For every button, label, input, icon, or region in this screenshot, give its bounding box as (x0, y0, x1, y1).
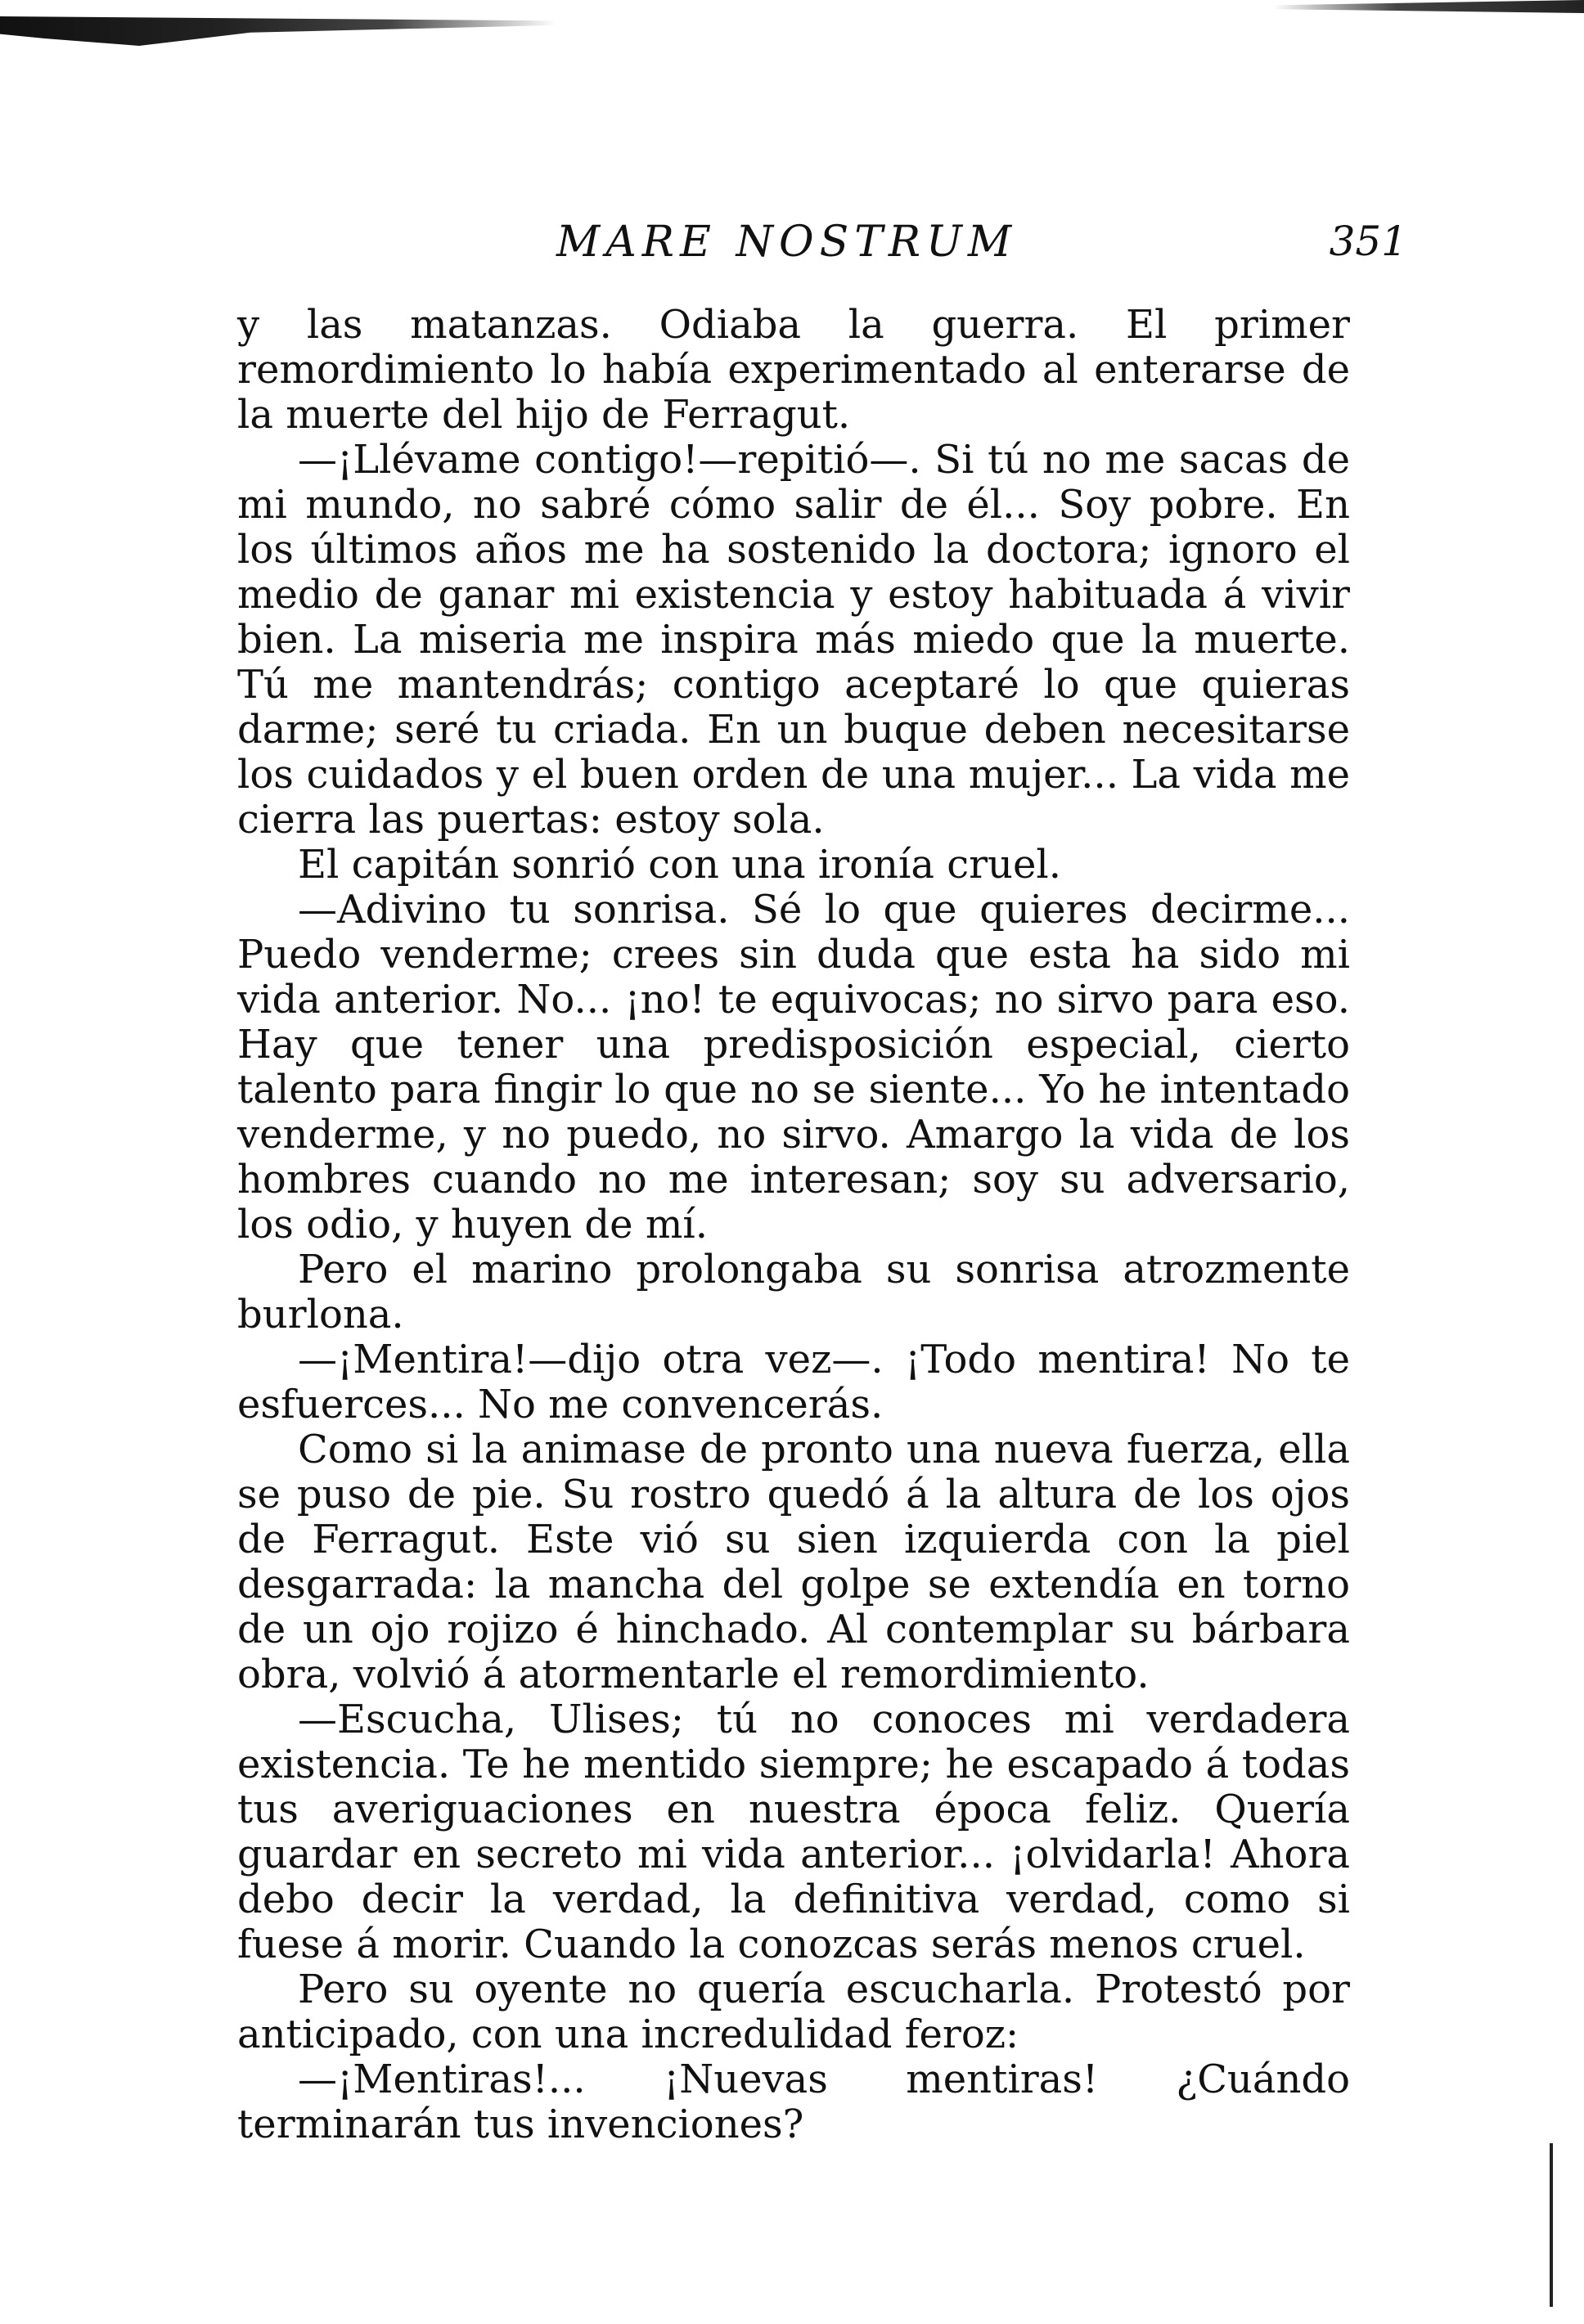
scan-edge-shadow-right (1273, 0, 1584, 13)
page-header (237, 213, 1407, 278)
paragraph: Pero el marino prolongaba su sonrisa atrozmente burlona. (237, 1247, 1350, 1337)
paragraph: —Adivino tu sonrisa. Sé lo que quieres decirme... Puedo venderme; crees sin duda que esta ha sido mi vida anterior. No... ¡no! te equivocas; no sirvo para eso. Hay que tener una predisposición especial, cierto talento para fingir lo que no se siente... Yo he intentado venderme, y no puedo, no sirvo. Amargo la vida de los hombres cuando no me interesan; soy su adversario, los odio, y huyen de mí. (237, 887, 1350, 1247)
running-title: MARE NOSTRUM (556, 218, 1018, 267)
paragraph: —¡Mentira!—dijo otra vez—. ¡Todo mentira! No te esfuerces... No me convencerás. (237, 1337, 1350, 1427)
paragraph: —Escucha, Ulises; tú no conoces mi verdadera existencia. Te he mentido siempre; he escapado á todas tus averiguaciones en nuestra época feliz. Quería guardar en secreto mi vida anterior... ¡olvidarla! Ahora debo decir la verdad, la definitiva verdad, como si fuese á morir. Cuando la conozcas serás menos cruel. (237, 1697, 1350, 1967)
paragraph: —¡Llévame contigo!—repitió—. Si tú no me sacas de mi mundo, no sabré cómo salir de él... Soy pobre. En los últimos años me ha sostenido la doctora; ignoro el medio de ganar mi existencia y estoy habituada á vivir bien. La miseria me inspira más miedo que la muerte. Tú me mantendrás; contigo aceptaré lo que quieras darme; seré tu criada. En un buque deben necesitarse los cuidados y el buen orden de una mujer... La vida me cierra las puertas: estoy sola. (237, 437, 1350, 843)
scan-edge-shadow-left (0, 16, 556, 46)
paragraph: El capitán sonrió con una ironía cruel. (298, 842, 1061, 888)
paragraph: —¡Mentiras!... ¡Nuevas mentiras! ¿Cuándo terminarán tus invenciones? (237, 2057, 1350, 2147)
paragraph: Pero su oyente no quería escucharla. Protestó por anticipado, con una incredulidad feroz: (237, 1967, 1350, 2057)
scan-edge-line-right (1550, 2143, 1553, 2307)
paragraph: Como si la animase de pronto una nueva fuerza, ella se puso de pie. Su rostro quedó á la altura de los ojos de Ferragut. Este vió su sien izquierda con la piel desgarrada: la mancha del golpe se extendía en torno de un ojo rojizo é hinchado. Al contemplar su bárbara obra, volvió á atormentarle el remordimiento. (237, 1427, 1350, 1697)
paragraph: y las matanzas. Odiaba la guerra. El primer remordimiento lo había experimentado al enterarse de la muerte del hijo de Ferragut. (237, 302, 1350, 438)
body-text (237, 303, 1350, 2147)
page-number: 351 (1329, 218, 1407, 265)
